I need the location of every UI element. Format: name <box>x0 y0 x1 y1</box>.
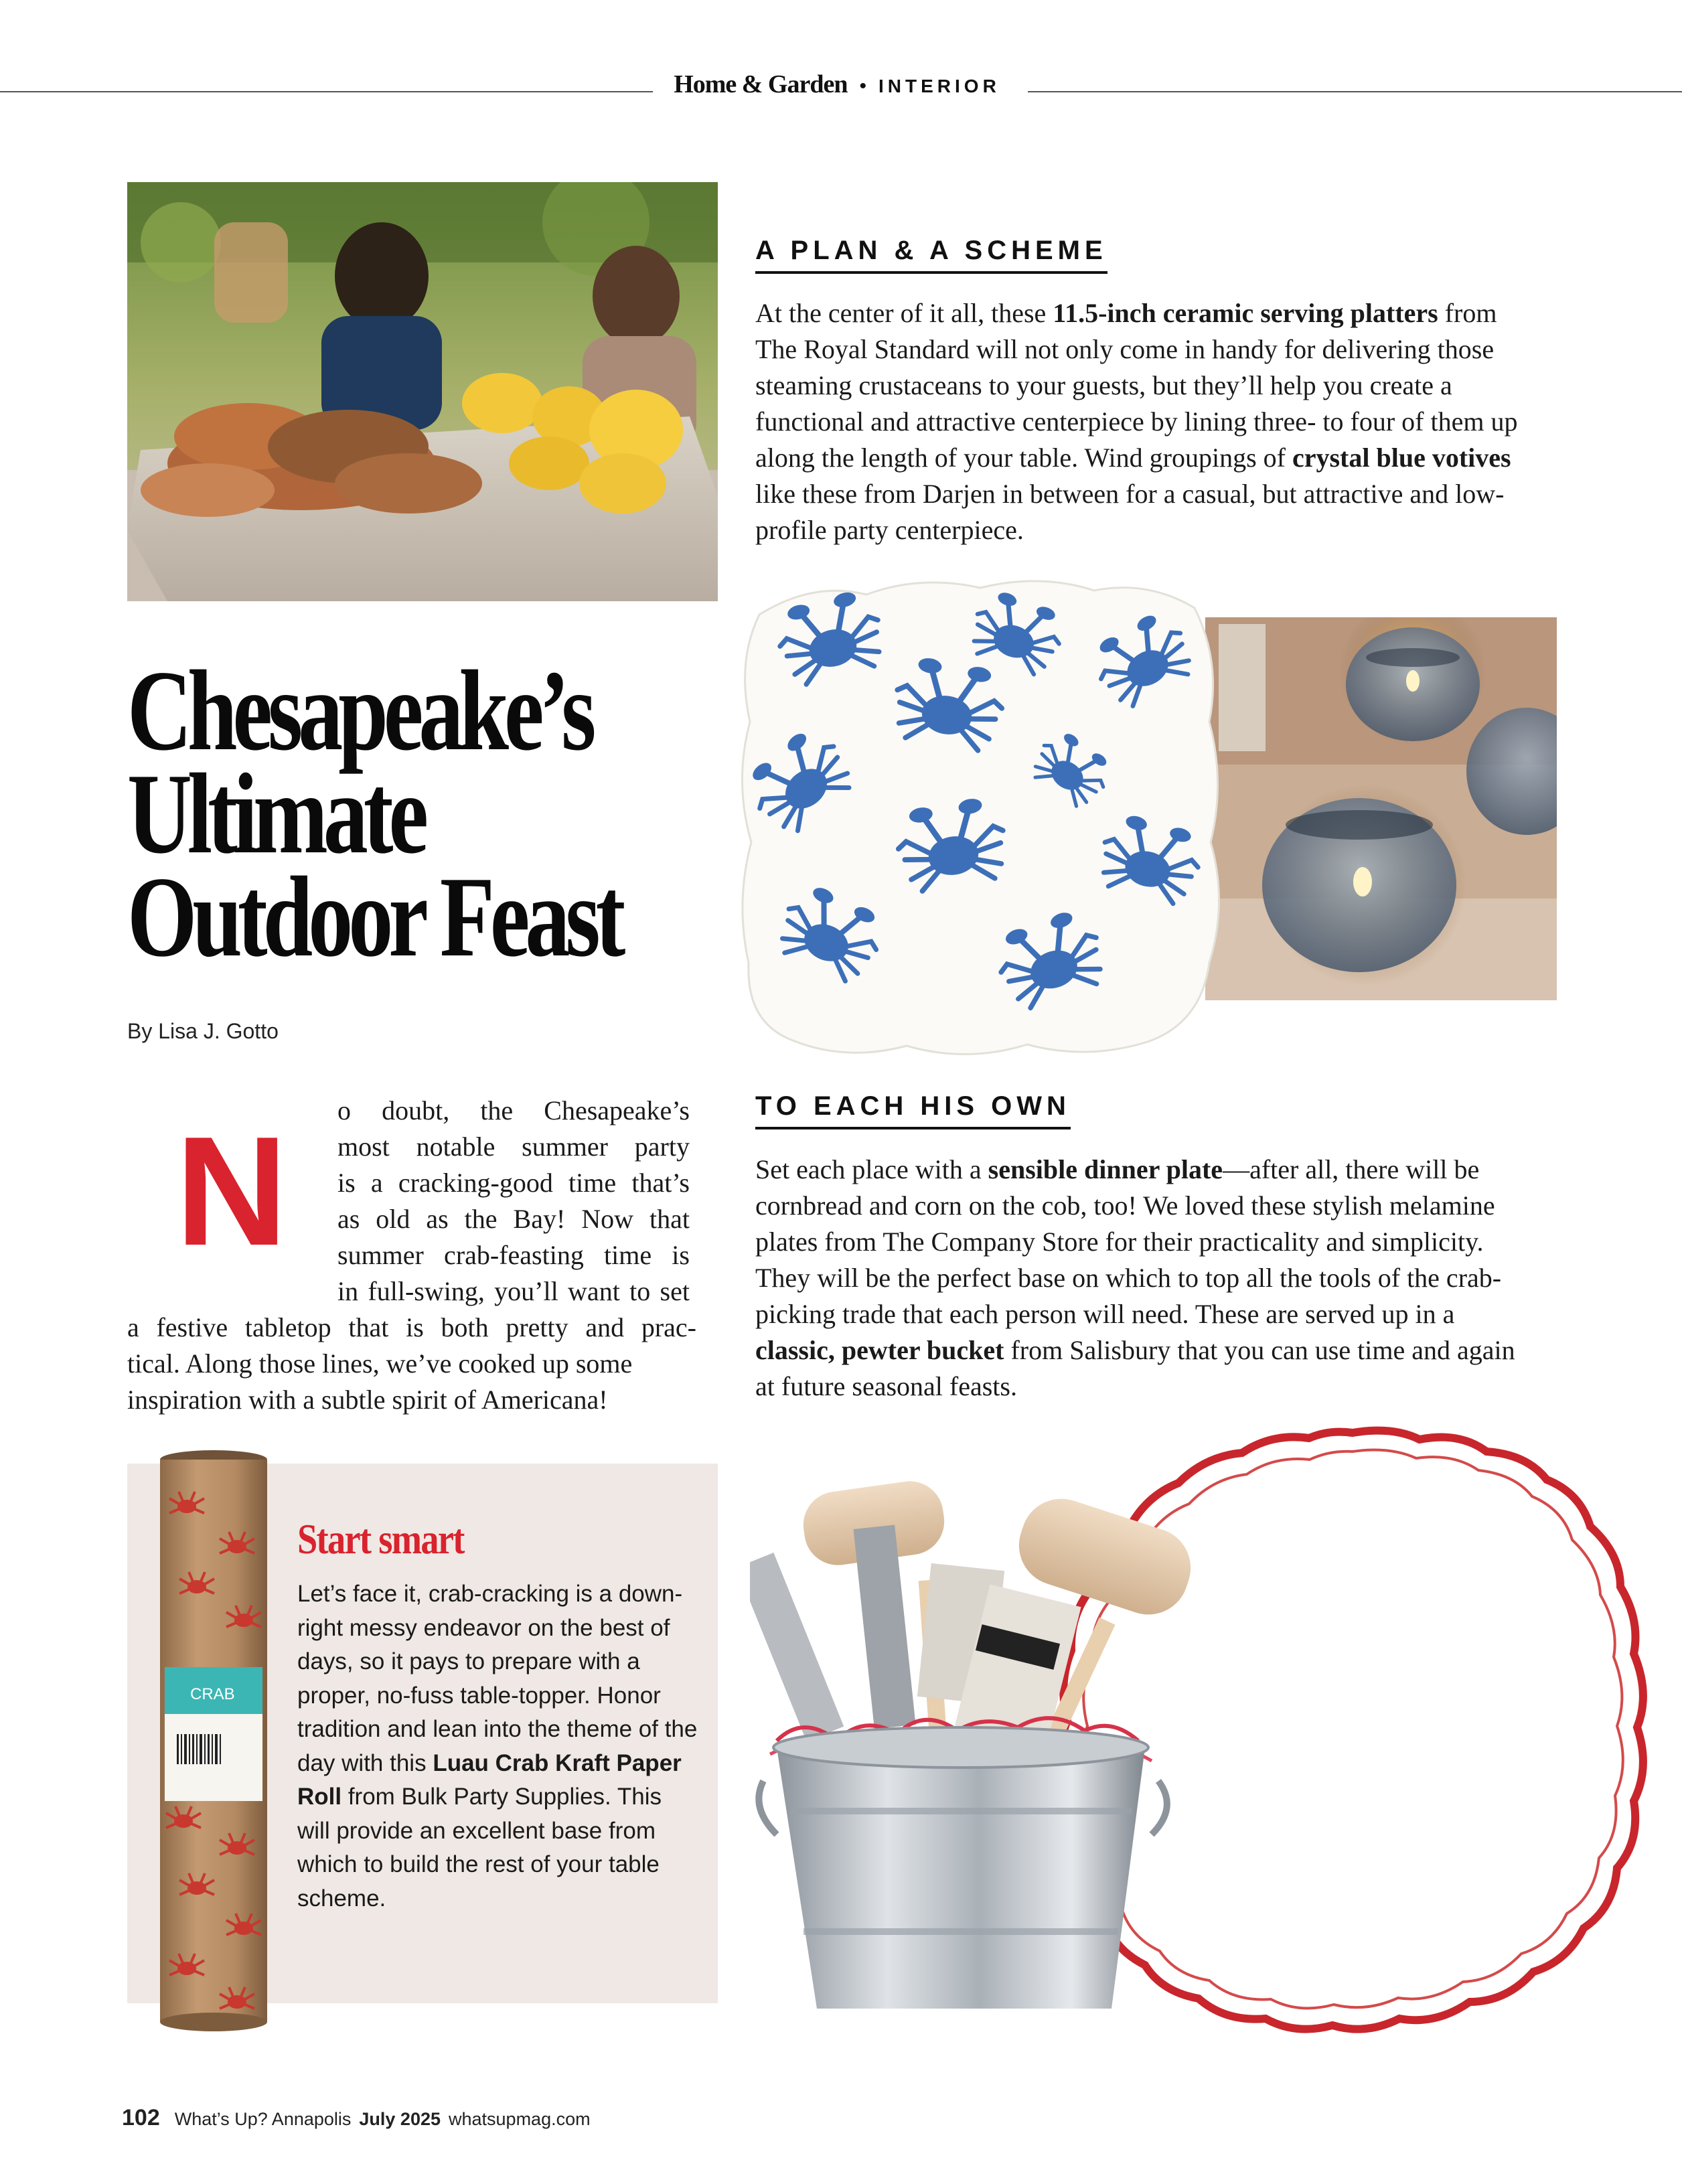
header-rule-right <box>1028 91 1682 92</box>
plan-text-3: like these from Darjen in between for a casual, but attractive and low-profile party centerpiece. <box>755 479 1505 545</box>
each-text-3: from Salisbury that you can use time and again at future seasonal feasts. <box>755 1335 1515 1401</box>
sidebar-title: Start smart <box>297 1515 464 1563</box>
sidebar-bold-product: Luau Crab Kraft Paper Roll <box>297 1749 682 1810</box>
section-heading-each: TO EACH HIS OWN <box>755 1091 1071 1129</box>
sidebar-text <box>297 1577 699 1916</box>
header-section: Home & Garden <box>674 70 848 98</box>
page-footer <box>122 2105 591 2131</box>
intro-line: inspiration with a subtle spirit of Americana! <box>127 1385 608 1415</box>
intro-line: tical. Along those lines, we’ve cooked up some <box>127 1348 633 1379</box>
section-heading-plan: A PLAN & A SCHEME <box>755 236 1107 274</box>
intro-line: o doubt, the Chesapeake’s <box>337 1095 690 1125</box>
crab-feast-photo <box>127 182 718 601</box>
byline: By Lisa J. Gotto <box>127 1019 279 1043</box>
drop-cap: N <box>175 1105 288 1278</box>
title-line-2: Ultimate <box>127 751 425 878</box>
intro-line: is a cracking-good time that’s <box>337 1168 690 1198</box>
each-bold-plate: sensible dinner plate <box>988 1154 1223 1184</box>
plan-text-1: At the center of it all, these <box>755 298 1053 328</box>
plan-text-2: from The Royal Standard will not only come in handy for delivering those steaming crustaceans to your guests, but they’ll help you create a functional and attractive centerpiece by lining three- to four of them up along the length of your table. Wind groupings of <box>755 298 1518 473</box>
intro-line: as old as the Bay! Now that <box>337 1204 690 1234</box>
title-line-3: Outdoor Feast <box>127 854 621 981</box>
plan-bold-votives: crystal blue votives <box>1292 443 1511 473</box>
article-title <box>127 647 621 981</box>
blue-crab-platter <box>733 568 1228 1063</box>
roll-label: CRAB <box>190 1685 235 1703</box>
header-separator: • <box>859 75 867 97</box>
footer-issue: July 2025 <box>359 2109 441 2129</box>
intro-line: summer crab-feasting time is <box>337 1240 690 1270</box>
header-subsection: INTERIOR <box>878 76 1000 96</box>
section-plan-text <box>755 295 1519 548</box>
footer-magazine: What’s Up? Annapolis <box>174 2109 352 2129</box>
each-bold-bucket: classic, pewter bucket <box>755 1335 1004 1365</box>
intro-line: most notable summer party <box>337 1132 690 1162</box>
title-line-1: Chesapeake’s <box>127 647 592 775</box>
sidebar-text-2: from Bulk Party Supplies. This will provide an excellent base from which to build the rest of your table scheme. <box>297 1784 662 1912</box>
section-each-text <box>755 1152 1519 1405</box>
section-header <box>643 70 1031 99</box>
crab-kraft-paper-roll <box>150 1446 277 2035</box>
plan-bold-platters: 11.5-inch ceramic serving platters <box>1053 298 1438 328</box>
intro-line: in full-swing, you’ll want to set <box>337 1276 690 1306</box>
blue-glass-votives <box>1205 617 1557 1000</box>
intro-line: a festive tabletop that is both pretty and prac- <box>127 1312 696 1342</box>
each-text-1: Set each place with a <box>755 1154 988 1184</box>
sidebar-text-1: Let’s face it, crab-cracking is a down-right messy endeavor on the best of days, so it pays to prepare with a proper, no-fuss table-topper. Honor tradition and lean into the theme of the day with this <box>297 1581 698 1776</box>
header-rule-left <box>0 91 653 92</box>
each-text-2: —after all, there will be cornbread and corn on the cob, too! We loved these stylish melamine plates from The Company Store for their practicality and simplicity. They will be the perfect base on which to top all the tools of the crab-picking trade that each person will need. These are served up in a <box>755 1154 1502 1329</box>
page-number: 102 <box>122 2105 160 2130</box>
pewter-bucket-with-mallets <box>750 1460 1205 2022</box>
footer-website: whatsupmag.com <box>449 2109 591 2129</box>
